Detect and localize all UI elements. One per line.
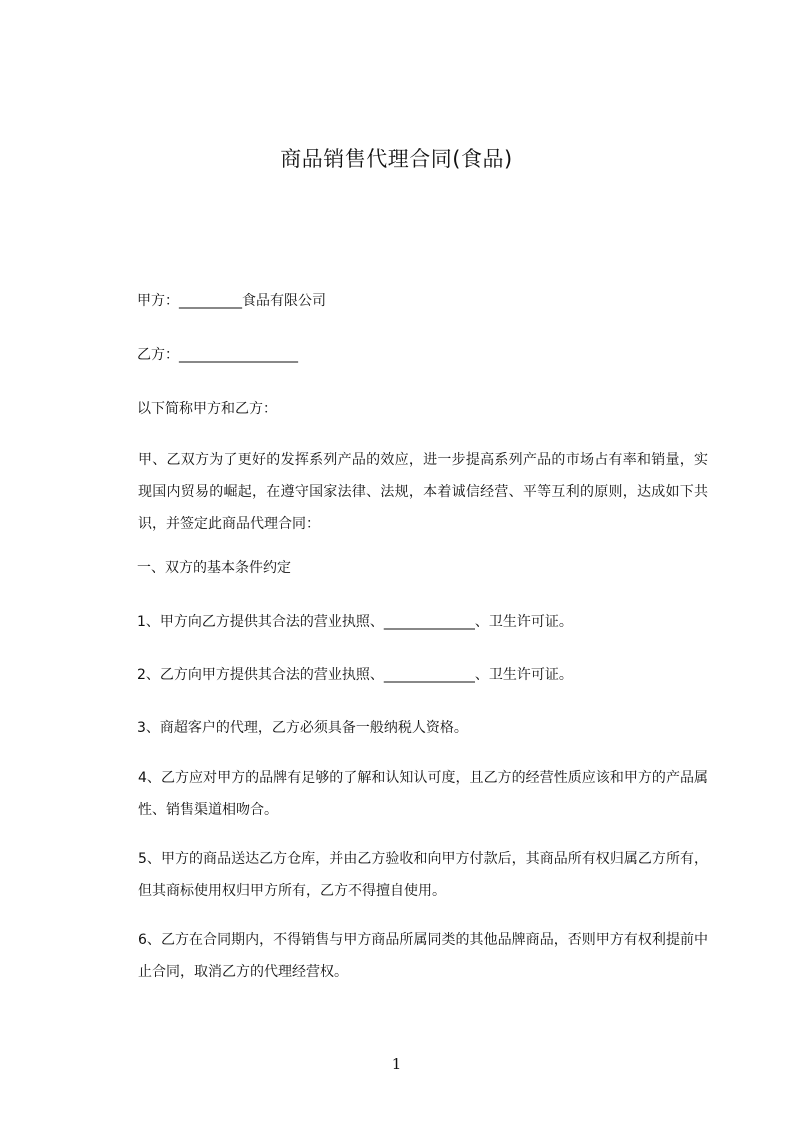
- document-title: 商品销售代理合同(食品): [280, 147, 513, 171]
- clause-4: 4、乙方应对甲方的品牌有足够的了解和认知认可度，且乙方的经营性质应该和甲方的产品属性、销售渠道相吻合。: [138, 770, 708, 818]
- page-number: 1: [391, 1055, 402, 1073]
- clause-3: 3、商超客户的代理，乙方必须具备一般纳税人资格。: [137, 720, 468, 736]
- party-a-line: 甲方：_________食品有限公司: [137, 293, 326, 309]
- preamble-paragraph: [108, 444, 708, 540]
- section-1-heading: 一、双方的基本条件约定: [137, 560, 291, 576]
- intro-line: 以下简称甲方和乙方：: [137, 401, 277, 417]
- clause-5-paragraph: [108, 843, 708, 907]
- clause-2: 2、乙方向甲方提供其合法的营业执照、_____________、卫生许可证。: [137, 667, 573, 683]
- clause-6-paragraph: [108, 924, 708, 988]
- clause-5: 5、甲方的商品送达乙方仓库，并由乙方验收和向甲方付款后，其商品所有权归属乙方所有，但其商标使用权归甲方所有，乙方不得擅自使用。: [138, 851, 708, 899]
- party-b-line: 乙方：_________________: [137, 347, 298, 363]
- clause-6: 6、乙方在合同期内，不得销售与甲方商品所属同类的其他品牌商品，否则甲方有权利提前中止合同，取消乙方的代理经营权。: [138, 932, 708, 980]
- clause-4-paragraph: [108, 762, 708, 826]
- preamble-text: 甲、乙双方为了更好的发挥系列产品的效应，进一步提高系列产品的市场占有率和销量，实现国内贸易的崛起，在遵守国家法律、法规，本着诚信经营、平等互利的原则，达成如下共识，并签定此商品代理合同：: [138, 452, 708, 532]
- clause-1: 1、甲方向乙方提供其合法的营业执照、_____________、卫生许可证。: [137, 614, 573, 630]
